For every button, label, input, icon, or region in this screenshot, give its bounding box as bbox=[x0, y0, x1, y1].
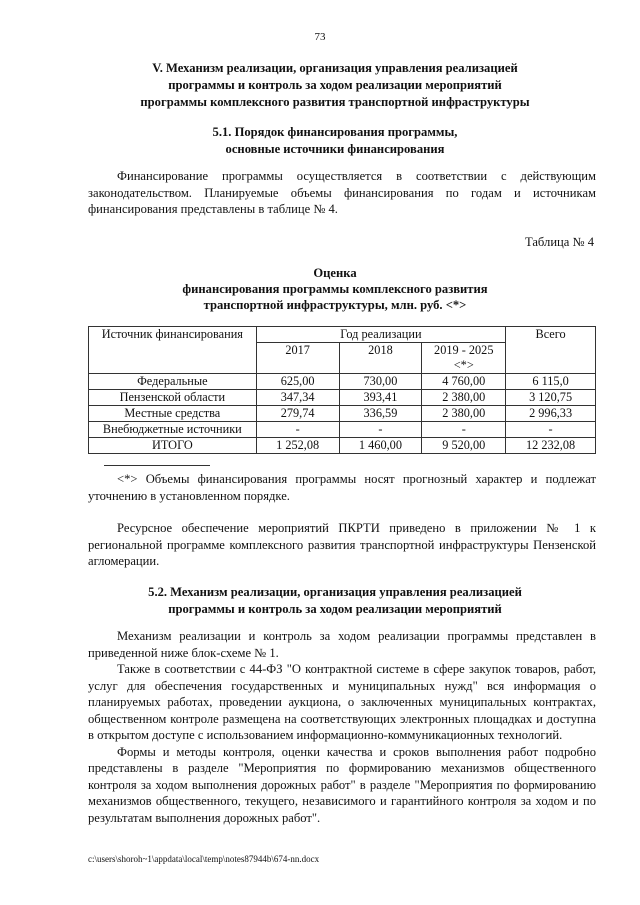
cell-total: 3 120,75 bbox=[506, 390, 596, 406]
footer-path: c:\users\shoroh~1\appdata\local\temp\notes87944b\674-nn.docx bbox=[88, 854, 320, 864]
paragraph-text: Финансирование программы осуществляется в соответствии с действующим законодательством. Планируемые объемы финансирования по годам и источникам финансирования представлены в таблице № 4. bbox=[88, 169, 596, 216]
cell-source: Местные средства bbox=[89, 406, 257, 422]
table-row bbox=[89, 390, 596, 406]
cell-source: ИТОГО bbox=[89, 438, 257, 454]
cell-total: 6 115,0 bbox=[506, 374, 596, 390]
subsection-1-title-line: 5.1. Порядок финансирования программы, bbox=[212, 125, 458, 139]
paragraph-text: Также в соответствии с 44-ФЗ "О контрактной системе в сфере закупок товаров, работ, услуг для обеспечения государственных и муниципальных нужд" вся информация о планируемых работах, проведении аукциона, о заключенных муниципальных контрактах, общественном контроле размещена на соответствующих электронных площадках и доступна в открытом доступе с использованием информационно-коммуникационных технологий. bbox=[88, 662, 596, 742]
cell-source: Внебюджетные источники bbox=[89, 422, 257, 438]
paragraph-text: Ресурсное обеспечение мероприятий ПКРТИ приведено в приложении № 1 к региональной программе комплексного развития транспортной инфраструктуры Пензенской агломерации. bbox=[88, 521, 596, 568]
cell-value: - bbox=[339, 422, 422, 438]
cell-value: 9 520,00 bbox=[422, 438, 506, 454]
cell-value: - bbox=[422, 422, 506, 438]
cell-value: 1 460,00 bbox=[339, 438, 422, 454]
table-label: Таблица № 4 bbox=[524, 235, 594, 249]
paragraph-resources bbox=[88, 520, 596, 570]
subsection-2-title bbox=[60, 584, 610, 618]
cell-value: 2 380,00 bbox=[422, 390, 506, 406]
cell-value: - bbox=[256, 422, 339, 438]
cell-value: 393,41 bbox=[339, 390, 422, 406]
page-number: 73 bbox=[314, 31, 326, 43]
footnote-rule bbox=[104, 465, 210, 466]
header-total: Всего bbox=[506, 327, 596, 374]
table-row-total bbox=[89, 438, 596, 454]
cell-total: 2 996,33 bbox=[506, 406, 596, 422]
cell-value: 730,00 bbox=[339, 374, 422, 390]
section-title-line: программы и контроль за ходом реализации мероприятий bbox=[168, 78, 502, 92]
financing-table bbox=[88, 326, 596, 454]
table-title-line: транспортной инфраструктуры, млн. руб. <*> bbox=[203, 298, 467, 312]
section-title-line: V. Механизм реализации, организация управления реализацией bbox=[152, 61, 518, 75]
header-year: 2019 - 2025 <*> bbox=[422, 343, 506, 374]
table-row bbox=[89, 406, 596, 422]
table-row bbox=[89, 422, 596, 438]
subsection-2-title-line: 5.2. Механизм реализации, организация управления реализацией bbox=[148, 585, 522, 599]
subsection-1-title bbox=[60, 124, 610, 158]
cell-value: 1 252,08 bbox=[256, 438, 339, 454]
table-title-line: Оценка bbox=[313, 266, 357, 280]
cell-total: - bbox=[506, 422, 596, 438]
cell-source: Пензенской области bbox=[89, 390, 257, 406]
header-source: Источник финансирования bbox=[89, 327, 257, 374]
header-year: 2017 bbox=[256, 343, 339, 374]
paragraph-block bbox=[88, 628, 596, 826]
paragraph-text: Механизм реализации и контроль за ходом реализации программы представлен в приведенной ниже блок-схеме № 1. bbox=[88, 629, 596, 660]
subsection-1-title-line: основные источники финансирования bbox=[225, 142, 445, 156]
table-title bbox=[60, 265, 610, 313]
subsection-2-title-line: программы и контроль за ходом реализации мероприятий bbox=[168, 602, 502, 616]
footnote-text: <*> Объемы финансирования программы носят прогнозный характер и подлежат уточнению в установленном порядке. bbox=[88, 472, 596, 503]
paragraph-text: Формы и методы контроля, оценки качества и сроков выполнения работ подробно представлены в разделе "Мероприятия по формированию механизмов общественного контроля за ходом выполнения дорожных работ" в разделе "Мероприятия по формированию механизмов общественного, текущего, независимого и гарантийного контроля за ходом и по результатам выполнения дорожных работ". bbox=[88, 744, 596, 825]
cell-value: 279,74 bbox=[256, 406, 339, 422]
footnote bbox=[88, 471, 596, 504]
cell-value: 4 760,00 bbox=[422, 374, 506, 390]
cell-value: 347,34 bbox=[256, 390, 339, 406]
section-title-line: программы комплексного развития транспортной инфраструктуры bbox=[140, 95, 530, 109]
paragraph-financing bbox=[88, 168, 596, 218]
table-row bbox=[89, 374, 596, 390]
header-year: 2018 bbox=[339, 343, 422, 374]
table-title-line: финансирования программы комплексного развития bbox=[182, 282, 488, 296]
cell-value: 625,00 bbox=[256, 374, 339, 390]
cell-value: 2 380,00 bbox=[422, 406, 506, 422]
cell-value: 336,59 bbox=[339, 406, 422, 422]
cell-source: Федеральные bbox=[89, 374, 257, 390]
cell-total: 12 232,08 bbox=[506, 438, 596, 454]
section-title bbox=[60, 60, 610, 111]
header-years: Год реализации bbox=[256, 327, 505, 343]
